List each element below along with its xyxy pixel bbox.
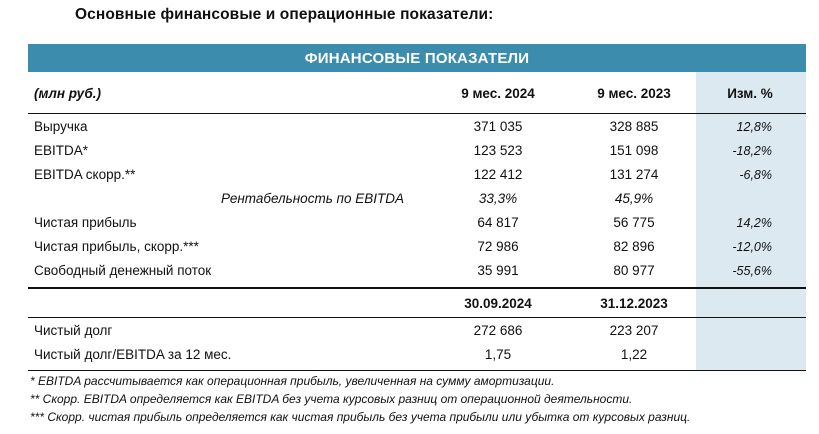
divider <box>28 287 806 289</box>
unit-label: (млн руб.) <box>34 86 101 101</box>
row-label: Чистый долг/EBITDA за 12 мес. <box>34 347 232 362</box>
row-change: 14,2% <box>736 216 772 230</box>
row-change: -55,6% <box>732 264 772 278</box>
row-value-date-2: 1,22 <box>620 347 648 362</box>
footnote: ** Скорр. EBITDA определяется как EBITDA без учета курсовых разниц от операционной деятельности. <box>30 392 633 406</box>
table-banner: ФИНАНСОВЫЕ ПОКАЗАТЕЛИ <box>28 44 806 72</box>
row-value-date-1: 1,75 <box>484 347 512 362</box>
row-value-2023: 328 885 <box>609 119 659 134</box>
footnote: * EBITDA рассчитывается как операционная прибыль, увеличенная на сумму амортизации. <box>30 374 555 388</box>
row-value-2024: 72 986 <box>477 239 519 254</box>
row-label: Чистая прибыль, скорр.*** <box>34 239 199 254</box>
row-value-2023: 151 098 <box>609 143 659 158</box>
row-value-date-1: 272 686 <box>473 323 523 338</box>
row-value-2024: 122 412 <box>473 167 523 182</box>
row-value-2024: 64 817 <box>477 215 519 230</box>
row-value-2024: 35 991 <box>477 263 519 278</box>
row-label: EBITDA скорр.** <box>34 167 136 182</box>
row-change: -6,8% <box>739 168 772 182</box>
row-value-2024: 123 523 <box>473 143 523 158</box>
row-change: 12,8% <box>736 120 772 134</box>
row-label: Рентабельность по EBITDA <box>221 191 404 206</box>
divider <box>28 370 806 371</box>
row-label: EBITDA* <box>34 143 89 158</box>
row-value-2023: 80 977 <box>613 263 655 278</box>
row-value-2023: 82 896 <box>613 239 655 254</box>
col-header-9m-2023: 9 мес. 2023 <box>597 86 671 101</box>
row-value-2024: 371 035 <box>473 119 523 134</box>
row-label: Свободный денежный поток <box>34 263 212 278</box>
divider <box>28 113 806 114</box>
row-label: Выручка <box>34 119 88 134</box>
col-header-change: Изм. % <box>727 86 773 101</box>
footnote: *** Скорр. чистая прибыль определяется как чистая прибыль без учета прибыли или убытка от курсовых разниц. <box>30 410 691 424</box>
row-label: Чистая прибыль <box>34 215 137 230</box>
row-change: -18,2% <box>732 144 772 158</box>
page-heading: Основные финансовые и операционные показатели: <box>75 6 494 23</box>
col-header-date-2: 31.12.2023 <box>600 296 668 311</box>
row-change: -12,0% <box>732 240 772 254</box>
col-header-9m-2024: 9 мес. 2024 <box>461 86 535 101</box>
row-value-2023: 45,9% <box>614 191 654 206</box>
divider <box>28 317 806 318</box>
col-header-date-1: 30.09.2024 <box>464 296 532 311</box>
row-value-2023: 56 775 <box>613 215 655 230</box>
row-value-2024: 33,3% <box>478 191 518 206</box>
row-label: Чистый долг <box>34 323 113 338</box>
row-value-2023: 131 274 <box>609 167 659 182</box>
row-value-date-2: 223 207 <box>609 323 659 338</box>
